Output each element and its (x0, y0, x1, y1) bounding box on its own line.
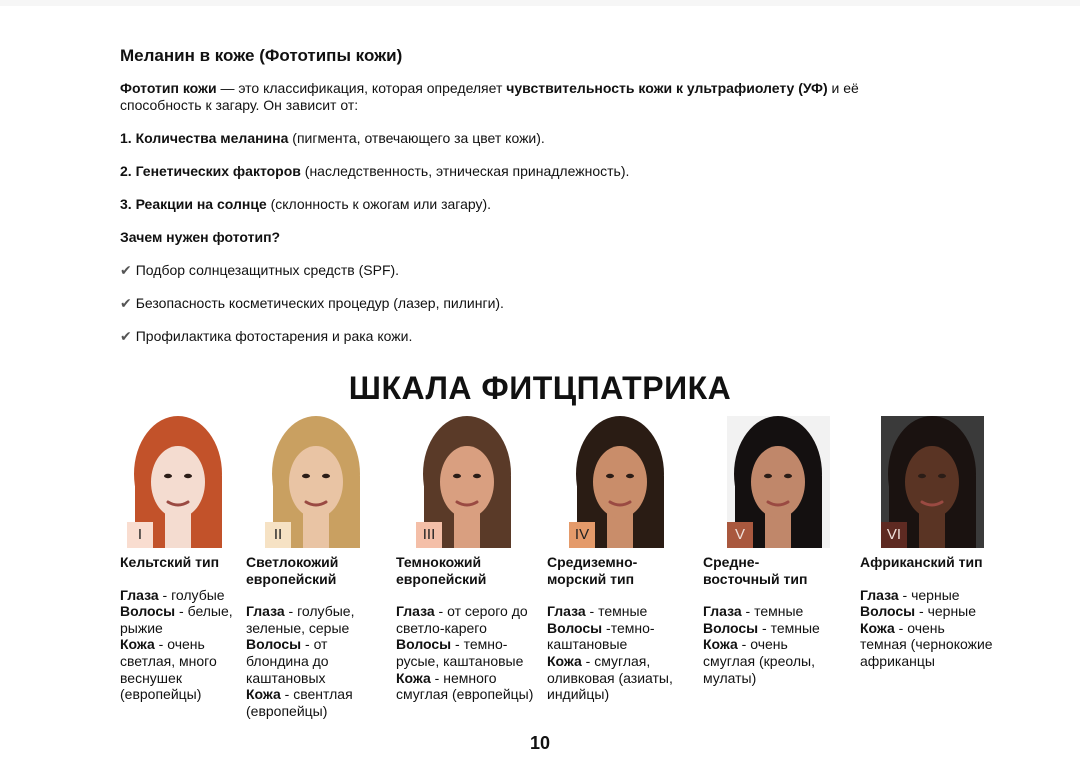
trait-value: - от блондина до каштановых (246, 636, 329, 686)
portrait-photo (881, 416, 984, 548)
definition-text: — это классификация, которая определяет (216, 80, 507, 96)
factor-text: (наследственность, этническая принадлежность). (300, 163, 630, 179)
factor-label: 3. Реакции на солнце (120, 196, 267, 212)
definition-text-end: и её способность к загару. Он зависит от: (120, 80, 859, 113)
phototype-title-line: европейский (396, 570, 487, 587)
phototype-title (860, 554, 994, 571)
reason-text: Профилактика фотостарения и рака кожи. (135, 328, 413, 344)
factor-label: 2. Генетических факторов (120, 163, 301, 179)
trait-label: Кожа (703, 636, 738, 653)
phototype-title-line: восточный тип (703, 570, 808, 587)
trait-value: - немного смуглая (европейцы) (396, 669, 534, 703)
phototype-title (120, 554, 238, 571)
portrait-photo (569, 416, 672, 548)
phototype-column (547, 416, 693, 703)
trait-value: - очень светлая, много веснушек (европейцы) (120, 636, 217, 703)
trait-skin (120, 636, 238, 702)
trait-value: - темно-русые, каштановые (396, 636, 524, 669)
trait-label: Кожа (246, 686, 281, 703)
phototype-column (703, 416, 843, 686)
trait-value: - голубые, зеленые, серые (246, 603, 355, 636)
trait-skin (246, 686, 376, 719)
page-heading: Меланин в коже (Фототипы кожи) (120, 46, 403, 65)
trait-label: Глаза (860, 586, 899, 603)
trait-value: - от серого до светло-карего (396, 603, 528, 636)
factor-label: 1. Количества меланина (120, 130, 289, 146)
intro-section (120, 46, 940, 361)
phototype-title-line: Средне- (703, 554, 760, 570)
factor-text: (склонность к ожогам или загару). (266, 196, 492, 212)
trait-label: Волосы (860, 603, 916, 620)
trait-skin (396, 670, 538, 703)
phototype-badge: VI (881, 522, 907, 548)
phototype-title-line: европейский (246, 570, 337, 587)
phototype-badge: V (727, 522, 753, 548)
checkmark-icon: ✔ (120, 262, 132, 278)
trait-label: Кожа (396, 669, 431, 686)
trait-label: Кожа (547, 652, 582, 669)
trait-label: Глаза (547, 603, 586, 620)
trait-value: - черные (915, 603, 977, 620)
trait-label: Волосы (703, 619, 759, 636)
reason-text: Безопасность косметических процедур (лазер, пилинги). (135, 295, 504, 311)
phototype-badge: IV (569, 522, 595, 548)
phototype-column (396, 416, 538, 703)
phototype-title (703, 554, 843, 587)
phototype-title (396, 554, 538, 587)
trait-value: - голубые (158, 586, 225, 603)
trait-value: - белые, рыжие (120, 603, 233, 636)
checkmark-icon: ✔ (120, 328, 132, 344)
trait-label: Глаза (396, 603, 435, 620)
factor-item (120, 130, 940, 147)
page-number: 10 (529, 733, 551, 753)
phototype-title-line: Светлокожий (246, 554, 339, 570)
trait-value: -темно-каштановые (547, 619, 655, 653)
reason-text: Подбор солнцезащитных средств (SPF). (135, 262, 400, 278)
trait-hair (120, 603, 238, 636)
trait-value: - очень смуглая (креолы, мулаты) (703, 636, 815, 686)
phototype-title-line: морский тип (547, 570, 635, 587)
factor-item (120, 163, 940, 180)
trait-eyes (703, 603, 843, 620)
phototype-column (246, 416, 376, 719)
trait-eyes (120, 587, 238, 604)
trait-label: Волосы (246, 636, 302, 653)
trait-hair (396, 636, 538, 669)
trait-label: Глаза (703, 603, 742, 620)
trait-label: Глаза (120, 586, 159, 603)
trait-label: Волосы (547, 619, 603, 636)
trait-label: Волосы (120, 603, 176, 620)
factor-text: (пигмента, отвечающего за цвет кожи). (288, 130, 545, 146)
scale-title: ШКАЛА ФИТЦПАТРИКА (348, 370, 732, 406)
phototype-title-line: Африканский тип (860, 554, 983, 570)
trait-skin (547, 653, 693, 703)
trait-value: - смуглая, оливковая (азиаты, индийцы) (547, 652, 673, 703)
trait-skin (860, 620, 994, 670)
portrait-photo (727, 416, 830, 548)
trait-eyes (246, 603, 376, 636)
reason-item (120, 328, 940, 345)
why-heading: Зачем нужен фототип? (120, 229, 281, 245)
trait-hair (246, 636, 376, 686)
reason-item (120, 262, 940, 279)
portrait-photo (127, 416, 230, 548)
trait-hair (547, 620, 693, 653)
trait-label: Глаза (246, 603, 285, 620)
trait-skin (703, 636, 843, 686)
trait-hair (860, 603, 994, 620)
page (0, 6, 1080, 762)
reason-item (120, 295, 940, 312)
trait-label: Кожа (860, 619, 895, 636)
definition-term: Фототип кожи (120, 80, 217, 96)
trait-label: Волосы (396, 636, 452, 653)
definition-paragraph (120, 80, 940, 114)
trait-value: - очень темная (чернокожие африканцы (860, 619, 993, 669)
phototype-badge: I (127, 522, 153, 548)
phototype-column (120, 416, 238, 703)
phototype-badge: III (416, 522, 442, 548)
portrait-photo (265, 416, 368, 548)
phototype-title (547, 554, 693, 587)
definition-emphasis: чувствительность кожи к ультрафиолету (УФ) (506, 80, 828, 96)
trait-eyes (860, 587, 994, 604)
trait-value: - темные (741, 603, 804, 620)
phototype-title-line: Средиземно- (547, 554, 638, 570)
trait-label: Кожа (120, 636, 155, 653)
trait-value: - свентлая (европейцы) (246, 686, 353, 719)
trait-value: - темные (758, 619, 820, 636)
phototype-column (860, 416, 994, 670)
phototype-title-line: Кельтский тип (120, 554, 220, 570)
trait-hair (703, 620, 843, 637)
phototype-title-line: Темнокожий (396, 554, 482, 570)
phototype-badge: II (265, 522, 291, 548)
factor-item (120, 196, 940, 213)
phototype-title (246, 554, 376, 587)
trait-eyes (547, 603, 693, 620)
trait-eyes (396, 603, 538, 636)
portrait-photo (416, 416, 519, 548)
trait-value: - черные (898, 586, 960, 603)
trait-value: - темные (585, 603, 648, 620)
checkmark-icon: ✔ (120, 295, 132, 311)
